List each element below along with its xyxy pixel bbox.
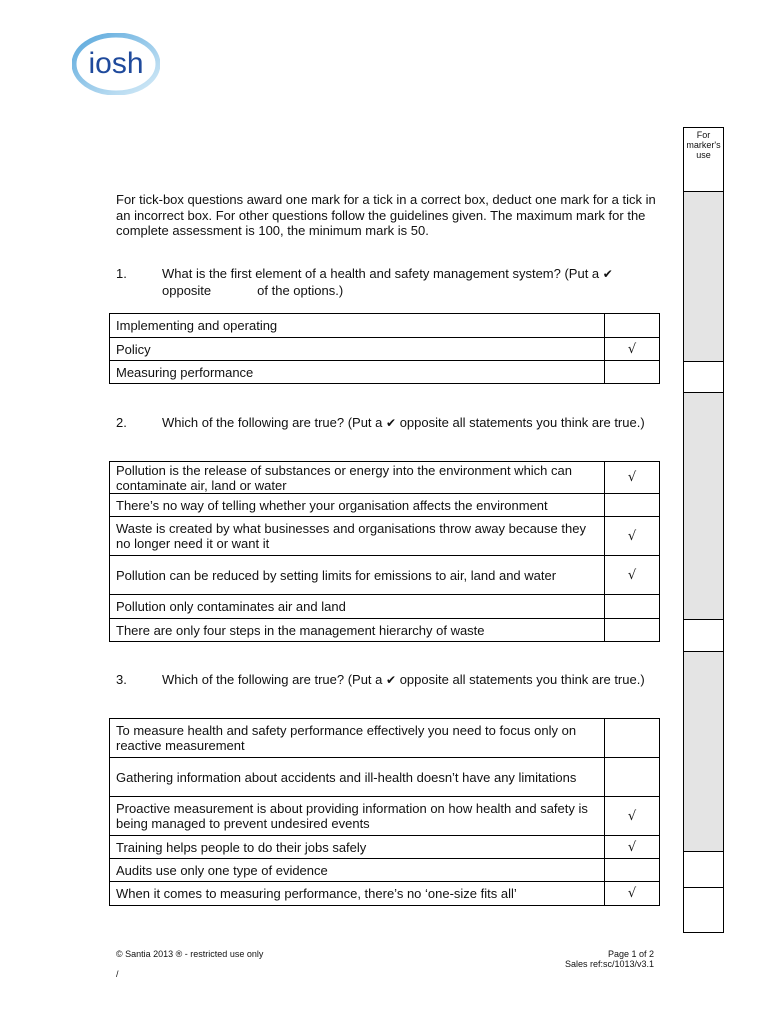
question-number: 2. <box>116 415 127 430</box>
answer-table-2 <box>109 461 660 642</box>
tick-box[interactable] <box>605 595 660 619</box>
option-text: Gathering information about accidents and ill-health doesn’t have any limitations <box>110 758 605 797</box>
table-row <box>110 361 660 384</box>
logo-text: iosh <box>88 47 144 80</box>
answer-table-1 <box>109 313 660 384</box>
sales-ref: Sales ref:sc/1013/v3.1 <box>564 959 654 969</box>
tick-box[interactable]: √ <box>605 797 660 836</box>
marker-cell-q1-grey <box>684 192 723 362</box>
tick-box[interactable] <box>605 314 660 338</box>
table-row <box>110 314 660 338</box>
tick-box[interactable]: √ <box>605 556 660 595</box>
table-row <box>110 556 660 595</box>
question-text: Which of the following are true? (Put a ✔ opposite all statements you think are true.) <box>162 415 645 430</box>
tick-box[interactable]: √ <box>605 836 660 859</box>
tick-icon: ✔ <box>602 267 613 281</box>
table-row <box>110 836 660 859</box>
option-text: Pollution can be reduced by setting limits for emissions to air, land and water <box>110 556 605 595</box>
marker-header: For marker's use <box>684 128 723 192</box>
option-text: There’s no way of telling whether your organisation affects the environment <box>110 494 605 517</box>
option-text: Training helps people to do their jobs safely <box>110 836 605 859</box>
tick-box[interactable]: √ <box>605 462 660 494</box>
tick-box[interactable] <box>605 494 660 517</box>
tick-box[interactable] <box>605 361 660 384</box>
table-row <box>110 619 660 642</box>
instructions: For tick-box questions award one mark for a tick in a correct box, deduct one mark for a tick in an incorrect box. For other questions follow the guidelines given. The maximum mark for the complete assessment is 100, the minimum mark is 50. <box>116 192 656 238</box>
table-row <box>110 719 660 758</box>
tick-icon: ✔ <box>386 673 397 687</box>
tick-box[interactable] <box>605 758 660 797</box>
table-row <box>110 797 660 836</box>
option-text: Proactive measurement is about providing information on how health and safety is being managed to prevent undesired events <box>110 797 605 836</box>
page-number: Page 1 of 2 <box>607 949 654 959</box>
option-text: Pollution only contaminates air and land <box>110 595 605 619</box>
question-number: 1. <box>116 266 127 281</box>
marker-cell-q3-grey <box>684 652 723 852</box>
question-text: What is the first element of a health and safety management system? (Put a ✔ opposite of the options.) <box>162 266 613 298</box>
option-text: Waste is created by what businesses and organisations throw away because they no longer need it or want it <box>110 517 605 556</box>
marker-cell-q2-grey <box>684 393 723 620</box>
marker-column <box>683 127 724 933</box>
tick-box[interactable] <box>605 719 660 758</box>
option-text: To measure health and safety performance effectively you need to focus only on reactive measurement <box>110 719 605 758</box>
option-text: Policy <box>110 338 605 361</box>
option-text: Implementing and operating <box>110 314 605 338</box>
page-info <box>540 949 654 969</box>
option-text: Pollution is the release of substances or energy into the environment which can contaminate air, land or water <box>110 462 605 494</box>
table-row <box>110 494 660 517</box>
table-row <box>110 758 660 797</box>
option-text: Audits use only one type of evidence <box>110 859 605 882</box>
answer-table-3 <box>109 718 660 906</box>
marker-cell-q1-score <box>684 362 723 393</box>
table-row <box>110 517 660 556</box>
iosh-logo <box>72 33 160 95</box>
table-row <box>110 859 660 882</box>
question-text: Which of the following are true? (Put a ✔ opposite all statements you think are true.) <box>162 672 645 687</box>
table-row <box>110 462 660 494</box>
marker-cell-q3-score <box>684 852 723 888</box>
option-text: Measuring performance <box>110 361 605 384</box>
footer-slash: / <box>116 969 119 979</box>
tick-box[interactable] <box>605 619 660 642</box>
tick-box[interactable]: √ <box>605 882 660 906</box>
table-row <box>110 338 660 361</box>
tick-box[interactable]: √ <box>605 338 660 361</box>
tick-icon: ✔ <box>386 416 397 430</box>
tick-box[interactable]: √ <box>605 517 660 556</box>
copyright-footer: © Santia 2013 ® - restricted use only <box>116 949 264 959</box>
table-row <box>110 595 660 619</box>
tick-box[interactable] <box>605 859 660 882</box>
option-text: There are only four steps in the management hierarchy of waste <box>110 619 605 642</box>
option-text: When it comes to measuring performance, there’s no ‘one-size fits all’ <box>110 882 605 906</box>
marker-cell-q2-score <box>684 620 723 652</box>
table-row <box>110 882 660 906</box>
question-number: 3. <box>116 672 127 687</box>
